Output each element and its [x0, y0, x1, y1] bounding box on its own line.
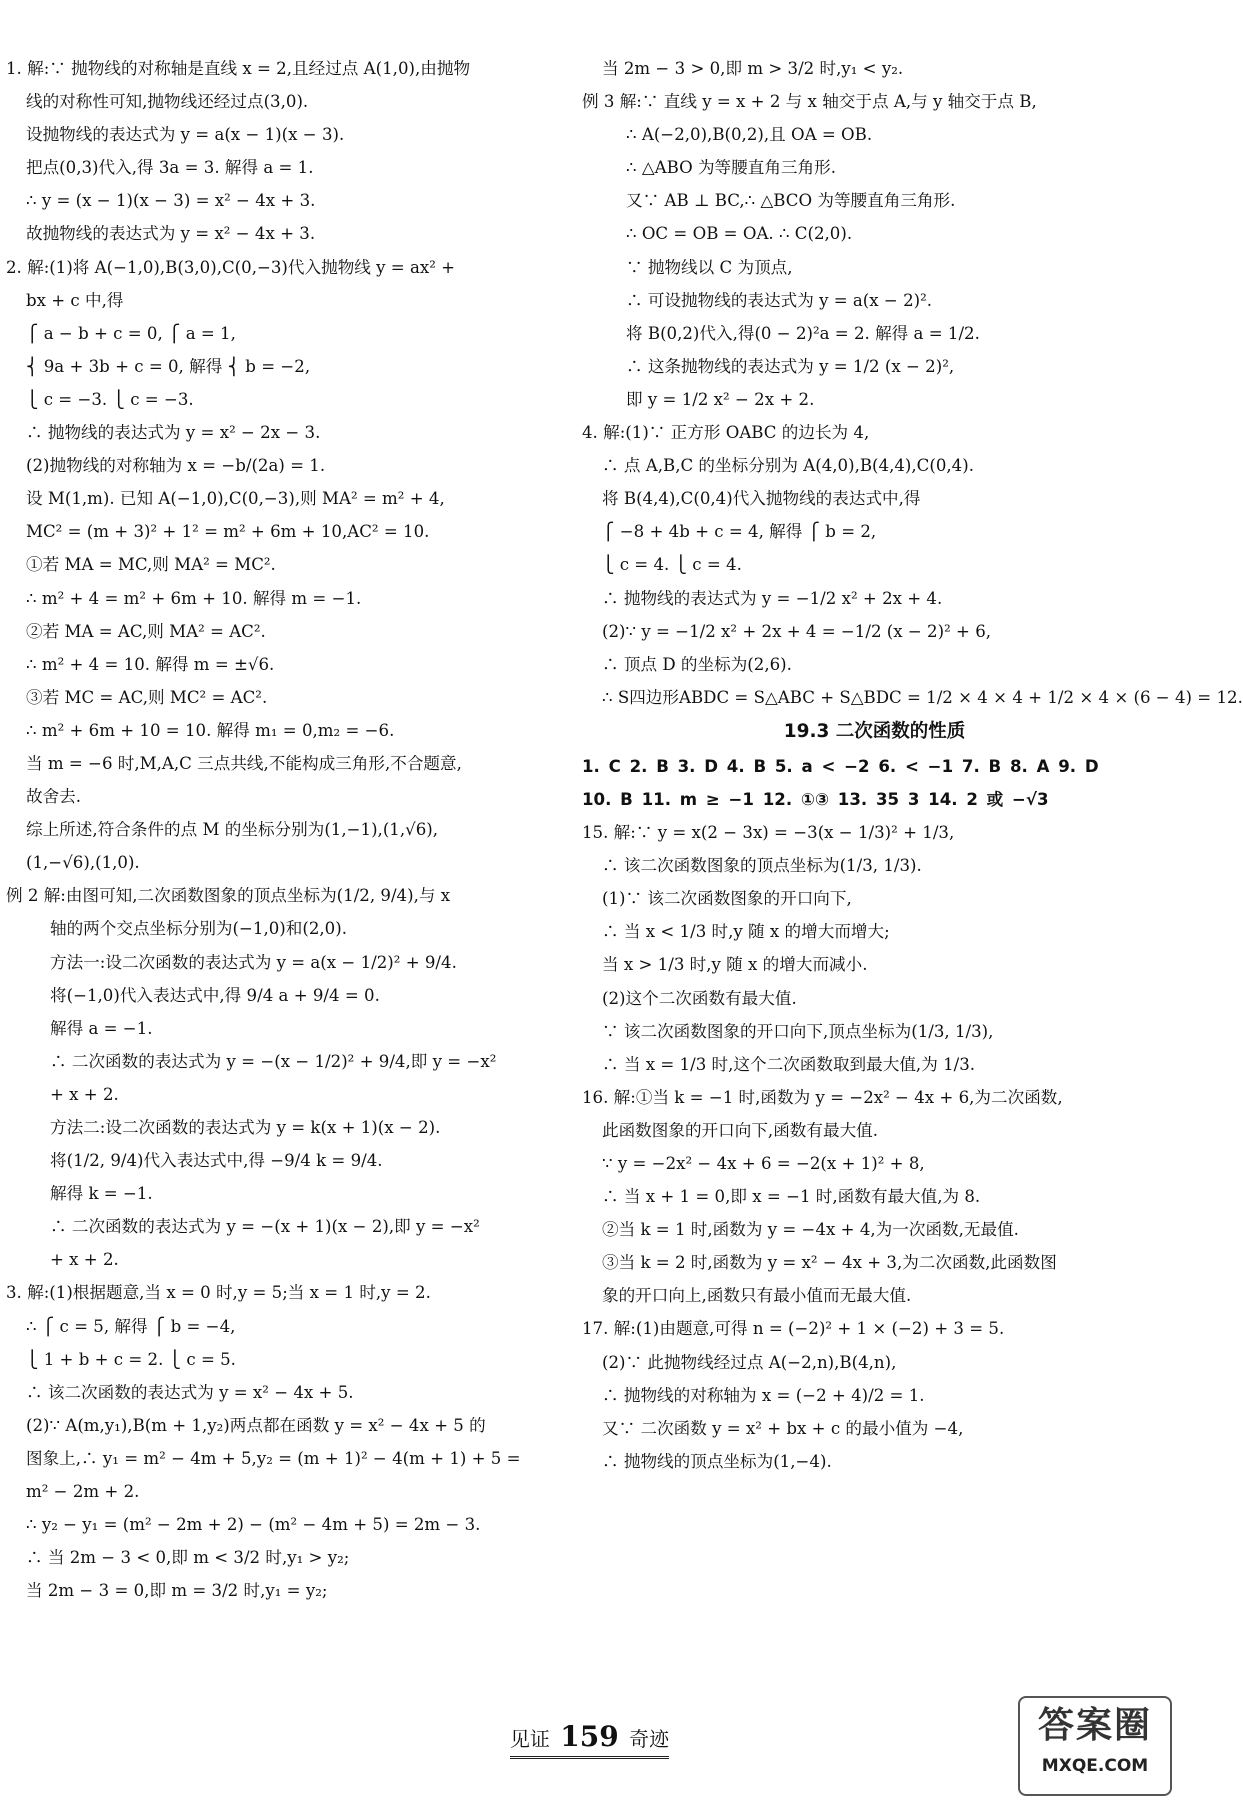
- text-line: ∴ y₂ − y₁ = (m² − 2m + 2) − (m² − 4m + 5) = 2m − 3.: [26, 1515, 481, 1535]
- text-line: ⎩ 1 + b + c = 2. ⎩ c = 5.: [26, 1349, 236, 1369]
- text-line: 故抛物线的表达式为 y = x² − 4x + 3.: [26, 224, 316, 244]
- page-footer: [0, 1720, 1179, 1759]
- watermark-logo: [1018, 1696, 1172, 1796]
- text-line: MC² = (m + 3)² + 1² = m² + 6m + 10,AC² = 10.: [26, 522, 430, 542]
- text-line: ∴ m² + 4 = 10. 解得 m = ±√6.: [26, 654, 275, 674]
- text-line: ∴ 当 x < 1/3 时,y 随 x 的增大而增大;: [602, 922, 890, 942]
- text-line: 2. 解:(1)将 A(−1,0),B(3,0),C(0,−3)代入抛物线 y = ax² +: [6, 257, 456, 277]
- text-line: ∴ m² + 6m + 10 = 10. 解得 m₁ = 0,m₂ = −6.: [26, 720, 395, 740]
- left-column: [6, 52, 566, 1607]
- text-line: ∴ A(−2,0),B(0,2),且 OA = OB.: [626, 125, 873, 145]
- text-line: 当 2m − 3 = 0,即 m = 3/2 时,y₁ = y₂;: [26, 1581, 328, 1601]
- text-line: 解得 k = −1.: [50, 1184, 153, 1204]
- text-line: 又∵ 二次函数 y = x² + bx + c 的最小值为 −4,: [602, 1418, 964, 1438]
- text-line: 16. 解:①当 k = −1 时,函数为 y = −2x² − 4x + 6,为二次函数,: [582, 1087, 1063, 1107]
- answer-key-row: 10. B 11. m ≥ −1 12. ①③ 13. 35 3 14. 2 或 −√3: [582, 789, 1049, 809]
- text-line: 又∵ AB ⊥ BC,∴ △BCO 为等腰直角三角形.: [626, 191, 956, 211]
- text-line: 方法二:设二次函数的表达式为 y = k(x + 1)(x − 2).: [50, 1118, 441, 1137]
- answer-key-row: 1. C 2. B 3. D 4. B 5. a < −2 6. < −1 7. B 8. A 9. D: [582, 756, 1099, 776]
- text-line: 线的对称性可知,抛物线还经过点(3,0).: [26, 92, 309, 112]
- text-line: 将 B(4,4),C(0,4)代入抛物线的表达式中,得: [602, 489, 921, 509]
- watermark-logo-text: 答案圈: [1037, 1705, 1152, 1746]
- text-line: 3. 解:(1)根据题意,当 x = 0 时,y = 5;当 x = 1 时,y = 2.: [6, 1283, 431, 1303]
- footer-right-text: 奇迹: [629, 1727, 670, 1751]
- text-line: ⎩ c = 4. ⎩ c = 4.: [602, 555, 742, 575]
- text-line: ∵ y = −2x² − 4x + 6 = −2(x + 1)² + 8,: [602, 1154, 925, 1173]
- section-title: 19.3 二次函数的性质: [783, 720, 966, 742]
- text-line: ③当 k = 2 时,函数为 y = x² − 4x + 3,为二次函数,此函数图: [602, 1253, 1057, 1273]
- text-line: 故舍去.: [26, 787, 82, 807]
- text-line: 将(1/2, 9/4)代入表达式中,得 −9/4 k = 9/4.: [50, 1151, 383, 1171]
- text-line: ∴ 抛物线的顶点坐标为(1,−4).: [602, 1451, 832, 1471]
- text-line: 设抛物线的表达式为 y = a(x − 1)(x − 3).: [26, 125, 345, 145]
- text-line: 图象上,∴ y₁ = m² − 4m + 5,y₂ = (m + 1)² − 4(m + 1) + 5 =: [26, 1448, 521, 1468]
- text-line: ∴ 当 2m − 3 < 0,即 m < 3/2 时,y₁ > y₂;: [26, 1548, 350, 1568]
- text-line: ∴ OC = OB = OA. ∴ C(2,0).: [626, 224, 853, 244]
- text-line: (1,−√6),(1,0).: [26, 853, 140, 873]
- text-line: ∴ 当 x = 1/3 时,这个二次函数取到最大值,为 1/3.: [602, 1054, 976, 1074]
- text-line: 当 x > 1/3 时,y 随 x 的增大而减小.: [602, 955, 868, 975]
- page-number: 159: [560, 1720, 619, 1753]
- footer-left-text: 见证: [509, 1727, 550, 1751]
- text-line: 17. 解:(1)由题意,可得 n = (−2)² + 1 × (−2) + 3 = 5.: [582, 1319, 1005, 1339]
- text-line: ∴ S四边形ABDC = S△ABC + S△BDC = 1/2 × 4 × 4 + 1/2 × 4 × (6 − 4) = 12.: [602, 687, 1243, 707]
- text-line: 把点(0,3)代入,得 3a = 3. 解得 a = 1.: [26, 158, 314, 178]
- text-line: ∴ 二次函数的表达式为 y = −(x − 1/2)² + 9/4,即 y = −x²: [50, 1051, 497, 1071]
- text-line: ∴ 点 A,B,C 的坐标分别为 A(4,0),B(4,4),C(0,4).: [602, 456, 974, 476]
- text-line: (2)抛物线的对称轴为 x = −b/(2a) = 1.: [26, 456, 326, 476]
- text-line: ②当 k = 1 时,函数为 y = −4x + 4,为一次函数,无最值.: [602, 1220, 1019, 1240]
- text-line: 方法一:设二次函数的表达式为 y = a(x − 1/2)² + 9/4.: [50, 952, 457, 972]
- text-line: 例 3 解:∵ 直线 y = x + 2 与 x 轴交于点 A,与 y 轴交于点 B,: [582, 92, 1037, 112]
- text-line: ③若 MC = AC,则 MC² = AC².: [26, 687, 268, 707]
- text-line: ∴ 抛物线的表达式为 y = x² − 2x − 3.: [26, 423, 321, 443]
- text-line: ∴ 当 x + 1 = 0,即 x = −1 时,函数有最大值,为 8.: [602, 1187, 981, 1207]
- watermark-site-text: MXQE.COM: [1041, 1756, 1149, 1776]
- text-line: (2)这个二次函数有最大值.: [602, 988, 797, 1008]
- text-line: ∴ ⎧ c = 5, 解得 ⎧ b = −4,: [26, 1316, 236, 1336]
- text-line: ⎧ −8 + 4b + c = 4, 解得 ⎧ b = 2,: [602, 522, 877, 542]
- text-line: 例 2 解:由图可知,二次函数图象的顶点坐标为(1/2, 9/4),与 x: [6, 886, 451, 906]
- text-line: bx + c 中,得: [26, 290, 124, 310]
- text-line: 当 2m − 3 > 0,即 m > 3/2 时,y₁ < y₂.: [602, 59, 904, 78]
- text-line: 综上所述,符合条件的点 M 的坐标分别为(1,−1),(1,√6),: [26, 820, 439, 840]
- text-line: ②若 MA = AC,则 MA² = AC².: [26, 621, 266, 641]
- text-line: ⎧ a − b + c = 0, ⎧ a = 1,: [26, 323, 236, 343]
- text-line: 15. 解:∵ y = x(2 − 3x) = −3(x − 1/3)² + 1/3,: [582, 823, 955, 843]
- text-line: (2)∵ y = −1/2 x² + 2x + 4 = −1/2 (x − 2)² + 6,: [602, 621, 992, 641]
- text-line: ⎩ c = −3. ⎩ c = −3.: [26, 389, 194, 409]
- text-line: 解得 a = −1.: [50, 1018, 153, 1038]
- text-line: + x + 2.: [50, 1250, 119, 1270]
- text-line: (2)∵ 此抛物线经过点 A(−2,n),B(4,n),: [602, 1352, 897, 1372]
- text-line: ∴ 顶点 D 的坐标为(2,6).: [602, 654, 792, 674]
- footer-page-label: [510, 1720, 669, 1759]
- text-line: 即 y = 1/2 x² − 2x + 2.: [626, 389, 815, 409]
- text-line: ∴ 该二次函数的表达式为 y = x² − 4x + 5.: [26, 1382, 354, 1402]
- text-line: ∵ 该二次函数图象的开口向下,顶点坐标为(1/3, 1/3),: [602, 1021, 994, 1041]
- text-line: 1. 解:∵ 抛物线的对称轴是直线 x = 2,且经过点 A(1,0),由抛物: [6, 59, 471, 78]
- text-line: 4. 解:(1)∵ 正方形 OABC 的边长为 4,: [582, 423, 870, 443]
- text-line: m² − 2m + 2.: [26, 1482, 140, 1502]
- text-line: ①若 MA = MC,则 MA² = MC².: [26, 555, 276, 575]
- text-line: ∴ 这条抛物线的表达式为 y = 1/2 (x − 2)²,: [626, 356, 955, 376]
- text-line: ∴ m² + 4 = m² + 6m + 10. 解得 m = −1.: [26, 588, 362, 608]
- text-line: ∴ 二次函数的表达式为 y = −(x + 1)(x − 2),即 y = −x²: [50, 1217, 480, 1237]
- text-line: 轴的两个交点坐标分别为(−1,0)和(2,0).: [50, 919, 347, 939]
- text-line: (2)∵ A(m,y₁),B(m + 1,y₂)两点都在函数 y = x² − 4x + 5 的: [26, 1415, 486, 1435]
- text-line: + x + 2.: [50, 1084, 119, 1104]
- text-line: ∴ △ABO 为等腰直角三角形.: [626, 158, 836, 178]
- text-line: ∴ 该二次函数图象的顶点坐标为(1/3, 1/3).: [602, 856, 922, 876]
- text-line: ∴ 抛物线的对称轴为 x = (−2 + 4)/2 = 1.: [602, 1385, 925, 1405]
- right-column: [582, 52, 1243, 1478]
- text-line: (1)∵ 该二次函数图象的开口向下,: [602, 889, 852, 909]
- text-line: 设 M(1,m). 已知 A(−1,0),C(0,−3),则 MA² = m² + 4,: [26, 489, 445, 509]
- text-line: ∴ y = (x − 1)(x − 3) = x² − 4x + 3.: [26, 191, 316, 211]
- text-line: 将 B(0,2)代入,得(0 − 2)²a = 2. 解得 a = 1/2.: [626, 323, 980, 343]
- text-line: ∴ 可设抛物线的表达式为 y = a(x − 2)².: [626, 290, 933, 310]
- text-line: ∴ 抛物线的表达式为 y = −1/2 x² + 2x + 4.: [602, 588, 943, 608]
- text-line: ∵ 抛物线以 C 为顶点,: [626, 257, 793, 277]
- text-line: 此函数图象的开口向下,函数有最大值.: [602, 1120, 879, 1140]
- text-line: 象的开口向上,函数只有最小值而无最大值.: [602, 1286, 912, 1306]
- text-line: 将(−1,0)代入表达式中,得 9/4 a + 9/4 = 0.: [50, 985, 380, 1005]
- text-line: 当 m = −6 时,M,A,C 三点共线,不能构成三角形,不合题意,: [26, 753, 462, 773]
- text-line: ⎨ 9a + 3b + c = 0, 解得 ⎨ b = −2,: [26, 356, 311, 376]
